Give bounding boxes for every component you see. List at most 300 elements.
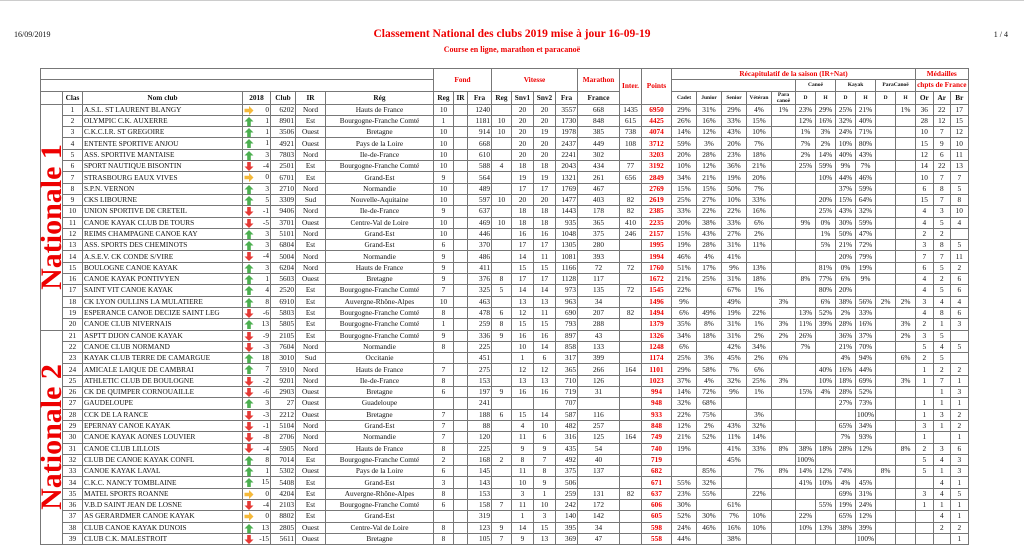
cell-para-h: 1%: [896, 104, 916, 115]
print-date: 16/09/2019: [14, 30, 51, 39]
cell-para: [772, 420, 796, 431]
cell-fond-reg: 8: [434, 341, 454, 352]
cell-vit-snv2: 19: [534, 172, 556, 183]
trend-up-icon: [244, 320, 254, 329]
cell-ir: Ouest: [296, 138, 326, 149]
cell-clas: 23: [63, 353, 83, 364]
cell-name: CKS LIBOURNE: [83, 194, 243, 205]
cell-cadet: 59%: [672, 138, 697, 149]
cell-ir: Ouest: [296, 387, 326, 398]
cell-para-h: [896, 161, 916, 172]
cell-inter: 656: [620, 172, 642, 183]
cell-fond-fra: 411: [468, 262, 492, 273]
cell-vit-fra: 1166: [556, 262, 578, 273]
cell-vit-snv1: 15: [512, 409, 534, 420]
cell-vit-reg: [492, 443, 512, 454]
cell-fond-ir: [454, 488, 468, 499]
cell-para-h: [896, 115, 916, 126]
cell-kayak-d: 6%: [836, 274, 856, 285]
col-group-kayak: Kayak: [836, 80, 876, 91]
cell-fond-fra: 197: [468, 387, 492, 398]
cell-or: 4: [916, 307, 933, 318]
cell-canoe-d: [796, 353, 816, 364]
cell-veteran: 22%: [747, 307, 772, 318]
cell-name: CLUB C.K. MALESTROIT: [83, 533, 243, 544]
cell-para-d: [876, 172, 896, 183]
cell-veteran: [747, 499, 772, 510]
cell-or: 1: [916, 409, 933, 420]
cell-kayak-h: 39%: [856, 522, 876, 533]
cell-kayak-h: 45%: [856, 477, 876, 488]
cell-junior: 32%: [697, 477, 722, 488]
table-row: [41, 511, 969, 522]
cell-fond-ir: [454, 115, 468, 126]
cell-ar: 5: [933, 330, 950, 341]
cell-para-h: [896, 420, 916, 431]
cell-kayak-h: 56%: [856, 296, 876, 307]
cell-vit-snv2: 17: [534, 183, 556, 194]
cell-ar: 22: [933, 104, 950, 115]
cell-2018: [243, 217, 271, 228]
cell-or: [916, 533, 933, 544]
col-2018: 2018: [243, 91, 271, 104]
cell-ar: 4: [933, 296, 950, 307]
cell-vit-snv1: 16: [512, 387, 534, 398]
cell-canoe-h: 12%: [816, 466, 836, 477]
cell-fond-reg: 8: [434, 522, 454, 533]
cell-br: 1: [951, 533, 968, 544]
cell-region: Bourgogne-Franche Comté: [326, 330, 434, 341]
cell-kayak-h: 34%: [856, 420, 876, 431]
cell-or: 2: [916, 353, 933, 364]
cell-clas: 36: [63, 499, 83, 510]
cell-vit-fra: 1443: [556, 206, 578, 217]
cell-veteran: 20%: [747, 172, 772, 183]
cell-kayak-h: 12%: [856, 443, 876, 454]
rank-change: -4: [262, 443, 269, 453]
cell-or: 7: [916, 251, 933, 262]
cell-marathon-france: 43: [578, 330, 620, 341]
cell-cadet: 22%: [672, 285, 697, 296]
cell-ar: 2: [933, 228, 950, 239]
table-row: [41, 240, 969, 251]
cell-ir: Sud: [296, 194, 326, 205]
cell-club: 2805: [271, 522, 296, 533]
cell-points: 1994: [642, 251, 672, 262]
cell-fond-fra: 1181: [468, 115, 492, 126]
cell-br: 6: [951, 443, 968, 454]
cell-canoe-h: [816, 409, 836, 420]
cell-para-h: [896, 307, 916, 318]
cell-para: [772, 409, 796, 420]
cell-vit-snv2: 20: [534, 115, 556, 126]
cell-junior: 43%: [697, 228, 722, 239]
cell-kayak-d: 21%: [836, 240, 856, 251]
cell-points: 558: [642, 533, 672, 544]
cell-kayak-d: 65%: [836, 420, 856, 431]
cell-vit-fra: 316: [556, 432, 578, 443]
rank-change: 5: [265, 194, 269, 204]
cell-senior: 32%: [722, 375, 747, 386]
cell-or: 1: [916, 364, 933, 375]
cell-fond-ir: [454, 285, 468, 296]
rank-change: 0: [265, 172, 269, 182]
cell-cadet: [672, 454, 697, 465]
cell-vit-reg: 9: [492, 387, 512, 398]
cell-para-d: [876, 533, 896, 544]
cell-inter: 246: [620, 228, 642, 239]
cell-senior: 67%: [722, 285, 747, 296]
cell-inter: 410: [620, 217, 642, 228]
cell-para-h: [896, 364, 916, 375]
cell-canoe-d: [796, 499, 816, 510]
cell-para-h: [896, 172, 916, 183]
cell-vit-snv1: 13: [512, 296, 534, 307]
cell-fond-reg: 9: [434, 330, 454, 341]
cell-vit-snv2: 15: [534, 522, 556, 533]
cell-para: [772, 364, 796, 375]
cell-canoe-d: 8%: [796, 274, 816, 285]
cell-para-h: 8%: [896, 443, 916, 454]
rank-change: 1: [265, 274, 269, 284]
cell-ar: 5: [933, 353, 950, 364]
cell-fond-fra: 668: [468, 138, 492, 149]
cell-points: 2385: [642, 206, 672, 217]
cell-canoe-h: 2%: [816, 138, 836, 149]
cell-ar: 5: [933, 217, 950, 228]
cell-marathon-france: 54: [578, 443, 620, 454]
cell-canoe-h: 10%: [816, 172, 836, 183]
cell-name: A.S.E.V. CK CONDE S/VIRE: [83, 251, 243, 262]
cell-cadet: 21%: [672, 274, 697, 285]
cell-fond-fra: 376: [468, 274, 492, 285]
cell-2018: [243, 375, 271, 386]
cell-cadet: 44%: [672, 533, 697, 544]
cell-br: [951, 228, 968, 239]
cell-club: 5803: [271, 307, 296, 318]
cell-marathon-france: 34: [578, 296, 620, 307]
cell-fond-ir: [454, 533, 468, 544]
cell-kayak-d: 74%: [836, 466, 856, 477]
cell-vit-reg: [492, 228, 512, 239]
cell-junior: 55%: [697, 488, 722, 499]
cell-2018: [243, 127, 271, 138]
cell-junior: 17%: [697, 262, 722, 273]
cell-fond-ir: [454, 499, 468, 510]
cell-cadet: 19%: [672, 443, 697, 454]
cell-para: [772, 522, 796, 533]
cell-fond-reg: 10: [434, 161, 454, 172]
cell-vit-fra: 1769: [556, 183, 578, 194]
cell-ar: 1: [933, 499, 950, 510]
cell-ir: Nord: [296, 228, 326, 239]
cell-para-h: [896, 488, 916, 499]
cell-inter: [620, 420, 642, 431]
cell-br: 4: [951, 296, 968, 307]
cell-veteran: [747, 251, 772, 262]
cell-kayak-d: 20%: [836, 251, 856, 262]
cell-points: 4425: [642, 115, 672, 126]
cell-fond-ir: [454, 217, 468, 228]
cell-fond-ir: [454, 375, 468, 386]
cell-ir: Est: [296, 115, 326, 126]
cell-ir: Nord: [296, 251, 326, 262]
cell-marathon-france: 40: [578, 454, 620, 465]
cell-or: 5: [916, 341, 933, 352]
cell-junior: 52%: [697, 432, 722, 443]
cell-vit-reg: 9: [492, 522, 512, 533]
cell-club: 7014: [271, 454, 296, 465]
cell-junior: 72%: [697, 387, 722, 398]
col-junior: Junior: [697, 91, 722, 104]
cell-senior: 33%: [722, 217, 747, 228]
cell-canoe-d: 9%: [796, 217, 816, 228]
cell-junior: [697, 341, 722, 352]
cell-fond-fra: 588: [468, 161, 492, 172]
rank-change: -4: [262, 251, 269, 261]
cell-inter: 72: [620, 285, 642, 296]
cell-fond-reg: 9: [434, 251, 454, 262]
cell-kayak-d: 2%: [836, 307, 856, 318]
cell-fond-fra: 225: [468, 341, 492, 352]
trend-up-icon: [244, 467, 254, 476]
cell-fond-reg: 7: [434, 285, 454, 296]
rank-change: -3: [262, 341, 269, 351]
cell-fond-reg: 10: [434, 296, 454, 307]
cell-vit-reg: 10: [492, 194, 512, 205]
cell-fond-reg: [434, 398, 454, 409]
cell-vit-reg: [492, 466, 512, 477]
cell-para: [772, 307, 796, 318]
cell-clas: 34: [63, 477, 83, 488]
cell-ir: Est: [296, 161, 326, 172]
col-cadet: Cadet: [672, 91, 697, 104]
col-canoe-d: D: [796, 91, 816, 104]
cell-para-d: [876, 262, 896, 273]
cell-br: 1: [951, 511, 968, 522]
cell-ir: Est: [296, 454, 326, 465]
cell-canoe-d: 22%: [796, 511, 816, 522]
cell-vit-reg: [492, 172, 512, 183]
cell-vit-reg: 9: [492, 330, 512, 341]
cell-br: [951, 330, 968, 341]
cell-junior: 85%: [697, 466, 722, 477]
cell-para: [772, 138, 796, 149]
cell-kayak-h: 33%: [856, 307, 876, 318]
cell-fond-ir: [454, 353, 468, 364]
cell-canoe-d: 1%: [796, 127, 816, 138]
cell-club: 9201: [271, 375, 296, 386]
cell-vit-reg: [492, 262, 512, 273]
cell-vit-reg: [492, 398, 512, 409]
cell-ir: Ouest: [296, 466, 326, 477]
cell-inter: [620, 511, 642, 522]
cell-canoe-d: [796, 296, 816, 307]
cell-region: Bretagne: [326, 387, 434, 398]
rank-change: -1: [262, 206, 269, 216]
cell-or: 2: [916, 319, 933, 330]
cell-br: 2: [951, 409, 968, 420]
cell-club: 6804: [271, 240, 296, 251]
cell-vit-reg: [492, 511, 512, 522]
cell-marathon-france: [578, 398, 620, 409]
cell-senior: 43%: [722, 420, 747, 431]
col-veteran: Vétéran: [747, 91, 772, 104]
cell-vit-snv2: 13: [534, 533, 556, 544]
cell-canoe-h: 3%: [816, 127, 836, 138]
cell-kayak-h: 93%: [856, 432, 876, 443]
cell-fond-fra: 446: [468, 228, 492, 239]
cell-vit-snv2: 14: [534, 285, 556, 296]
cell-points: 749: [642, 432, 672, 443]
cell-canoe-h: 16%: [816, 115, 836, 126]
cell-vit-snv2: 6: [534, 432, 556, 443]
cell-vit-reg: [492, 296, 512, 307]
cell-inter: 108: [620, 138, 642, 149]
cell-canoe-d: [796, 183, 816, 194]
cell-junior: 49%: [697, 307, 722, 318]
cell-kayak-d: 36%: [836, 330, 856, 341]
cell-fond-fra: 105: [468, 533, 492, 544]
cell-ir: Nord: [296, 206, 326, 217]
cell-fond-fra: 143: [468, 477, 492, 488]
cell-para-d: [876, 127, 896, 138]
cell-ar: 4: [933, 488, 950, 499]
cell-br: 3: [951, 387, 968, 398]
cell-or: 2: [916, 443, 933, 454]
cell-marathon-france: 848: [578, 115, 620, 126]
cell-vit-fra: 935: [556, 217, 578, 228]
col-fond-fra: Fra: [468, 91, 492, 104]
cell-br: 4: [951, 217, 968, 228]
cell-ir: Est: [296, 307, 326, 318]
cell-vit-snv2: 20: [534, 138, 556, 149]
cell-vit-reg: 6: [492, 307, 512, 318]
cell-clas: 4: [63, 138, 83, 149]
cell-para-h: [896, 228, 916, 239]
cell-inter: 82: [620, 206, 642, 217]
cell-kayak-d: 43%: [836, 206, 856, 217]
cell-veteran: 3%: [747, 409, 772, 420]
cell-br: 17: [951, 104, 968, 115]
cell-kayak-d: 32%: [836, 115, 856, 126]
cell-inter: 72: [620, 262, 642, 273]
cell-senior: 38%: [722, 533, 747, 544]
trend-down-icon: [244, 252, 254, 261]
cell-vit-fra: 1978: [556, 127, 578, 138]
cell-marathon-france: [578, 477, 620, 488]
cell-name: S.P.N. VERNON: [83, 183, 243, 194]
cell-para: [772, 262, 796, 273]
cell-cadet: 10%: [672, 161, 697, 172]
cell-vit-snv2: 13: [534, 296, 556, 307]
cell-ar: 2: [933, 364, 950, 375]
cell-fond-fra: 486: [468, 251, 492, 262]
cell-junior: 16%: [697, 115, 722, 126]
cell-points: 2235: [642, 217, 672, 228]
cell-clas: 32: [63, 454, 83, 465]
cell-para-h: [896, 138, 916, 149]
cell-br: 5: [951, 341, 968, 352]
cell-inter: [620, 387, 642, 398]
cell-cadet: 51%: [672, 262, 697, 273]
cell-vit-fra: 1048: [556, 228, 578, 239]
cell-clas: 22: [63, 341, 83, 352]
cell-canoe-h: 14%: [816, 149, 836, 160]
cell-veteran: 16%: [747, 206, 772, 217]
cell-points: 1672: [642, 274, 672, 285]
cell-clas: 27: [63, 398, 83, 409]
cell-br: 6: [951, 274, 968, 285]
cell-br: 2: [951, 420, 968, 431]
cell-club: 2212: [271, 409, 296, 420]
table-row: [41, 454, 969, 465]
rank-change: -2: [262, 375, 269, 385]
cell-inter: 82: [620, 488, 642, 499]
rank-change: -1: [262, 420, 269, 430]
cell-canoe-d: 23%: [796, 104, 816, 115]
cell-kayak-d: 50%: [836, 228, 856, 239]
rank-change: -3: [262, 409, 269, 419]
cell-para-d: [876, 420, 896, 431]
cell-canoe-d: [796, 240, 816, 251]
cell-or: 6: [916, 183, 933, 194]
cell-region: Grand-Est: [326, 511, 434, 522]
cell-vit-fra: 1321: [556, 172, 578, 183]
cell-ar: 2: [933, 522, 950, 533]
cell-cadet: 15%: [672, 228, 697, 239]
cell-junior: 27%: [697, 194, 722, 205]
cell-fond-ir: [454, 228, 468, 239]
cell-name: MATEL SPORTS ROANNE: [83, 488, 243, 499]
cell-junior: 15%: [697, 183, 722, 194]
cell-vit-snv1: 18: [512, 206, 534, 217]
cell-ar: 7: [933, 375, 950, 386]
cell-para: 6%: [772, 353, 796, 364]
cell-cadet: 19%: [672, 240, 697, 251]
trend-up-icon: [244, 399, 254, 408]
cell-vit-snv2: 16: [534, 330, 556, 341]
trend-up-icon: [244, 241, 254, 250]
table-row: [41, 466, 969, 477]
cell-fond-fra: 469: [468, 217, 492, 228]
cell-vit-snv1: 20: [512, 138, 534, 149]
cell-clas: 2: [63, 115, 83, 126]
cell-veteran: 1%: [747, 319, 772, 330]
cell-vit-snv2: 16: [534, 228, 556, 239]
table-row: [41, 172, 969, 183]
cell-para-h: [896, 183, 916, 194]
cell-or: 3: [916, 296, 933, 307]
cell-points: 3192: [642, 161, 672, 172]
cell-name: CANOE CLUB NORMAND: [83, 341, 243, 352]
cell-kayak-h: 40%: [856, 115, 876, 126]
cell-or: 12: [916, 149, 933, 160]
cell-kayak-d: 30%: [836, 217, 856, 228]
cell-vit-snv1: 4: [512, 420, 534, 431]
cell-club: 5611: [271, 533, 296, 544]
cell-2018: [243, 511, 271, 522]
cell-2018: [243, 499, 271, 510]
cell-fond-fra: 597: [468, 194, 492, 205]
cell-marathon-france: 280: [578, 240, 620, 251]
cell-junior: 3%: [697, 138, 722, 149]
cell-para: [772, 477, 796, 488]
cell-canoe-h: 77%: [816, 274, 836, 285]
cell-region: Normandie: [326, 341, 434, 352]
cell-inter: [620, 330, 642, 341]
cell-canoe-h: 59%: [816, 161, 836, 172]
